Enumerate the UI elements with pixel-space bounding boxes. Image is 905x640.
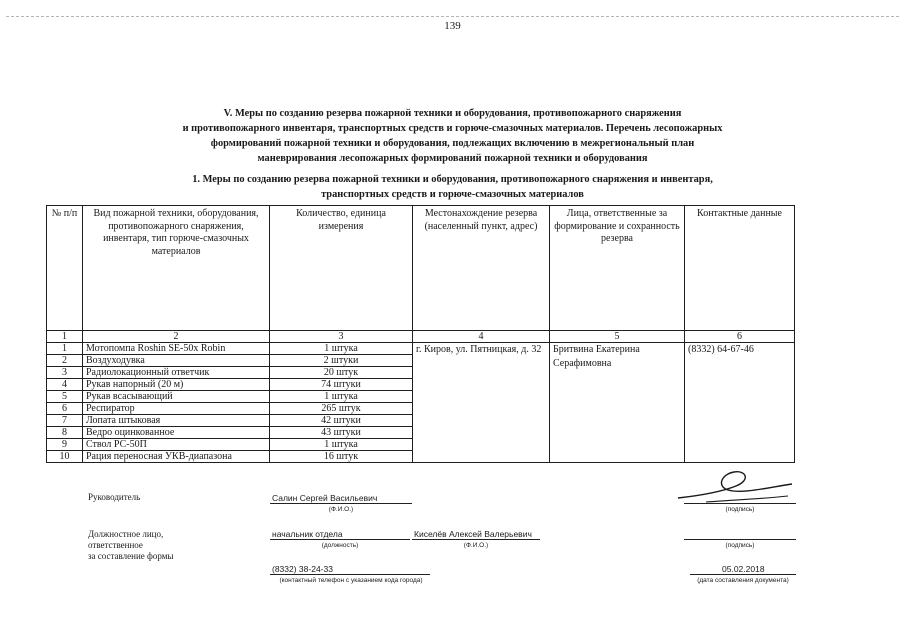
- column-number: 3: [270, 331, 413, 343]
- officer-label-line: ответственное: [88, 540, 143, 550]
- head-signature-line: [684, 503, 796, 504]
- officer-name-line: [412, 539, 540, 540]
- head-name: Салин Сергей Васильевич: [272, 493, 378, 503]
- equipment-name: Мотопомпа Roshin SE-50x Robin: [83, 343, 270, 355]
- heading-line: и противопожарного инвентаря, транспортных средств и горюче-смазочных материалов. Перечень лесопожарных: [182, 123, 723, 134]
- table-row: [47, 343, 795, 355]
- equipment-name: Рукав всасывающий: [83, 391, 270, 403]
- equipment-name: Рация переносная УКВ-диапазона: [83, 451, 270, 463]
- contact-phone: (8332) 64-67-46: [685, 343, 795, 463]
- row-number: 6: [47, 403, 83, 415]
- responsible-person: Бритвина Екатерина Серафимовна: [550, 343, 685, 463]
- subsection-heading: [80, 172, 825, 202]
- header-responsible: Лица, ответственные за формирование и сохранность резерва: [550, 206, 685, 331]
- heading-line: формирований пожарной техники и оборудования, подлежащих включению в межрегиональный план: [210, 138, 695, 149]
- equipment-quantity: 1 штука: [270, 439, 413, 451]
- top-rule: [6, 16, 899, 17]
- page-number: 139: [444, 20, 461, 32]
- officer-label-line: Должностное лицо,: [88, 529, 164, 539]
- subheading-line: транспортных средств и горюче-смазочных материалов: [321, 189, 584, 200]
- equipment-name: Радиолокационный ответчик: [83, 367, 270, 379]
- equipment-quantity: 16 штук: [270, 451, 413, 463]
- officer-signature-hint: (подпись): [725, 542, 755, 549]
- column-number: 5: [550, 331, 685, 343]
- section-heading: [80, 106, 825, 166]
- column-number: 4: [413, 331, 550, 343]
- officer-position: начальник отдела: [272, 529, 343, 539]
- equipment-name: Рукав напорный (20 м): [83, 379, 270, 391]
- row-number: 3: [47, 367, 83, 379]
- equipment-quantity: 1 штука: [270, 391, 413, 403]
- header-quantity: Количество, единица измерения: [270, 206, 413, 331]
- equipment-quantity: 74 штуки: [270, 379, 413, 391]
- row-number: 10: [47, 451, 83, 463]
- date-hint: (дата составления документа): [697, 577, 789, 584]
- column-number-row: [47, 331, 795, 343]
- equipment-quantity: 2 штуки: [270, 355, 413, 367]
- header-contacts: Контактные данные: [685, 206, 795, 331]
- equipment-name: Респиратор: [83, 403, 270, 415]
- equipment-quantity: 42 штуки: [270, 415, 413, 427]
- heading-line: маневрирования лесопожарных формирований пожарной техники и оборудования: [257, 153, 648, 164]
- header-number: № п/п: [47, 206, 83, 331]
- officer-fio-hint: (Ф.И.О.): [463, 542, 489, 549]
- column-number: 2: [83, 331, 270, 343]
- officer-label-line: за составление формы: [88, 551, 174, 561]
- officer-position-line: [270, 539, 410, 540]
- column-number: 1: [47, 331, 83, 343]
- phone-line: [270, 574, 430, 575]
- column-number: 6: [685, 331, 795, 343]
- reserve-table: [46, 205, 795, 463]
- row-number: 5: [47, 391, 83, 403]
- equipment-quantity: 43 штуки: [270, 427, 413, 439]
- officer-phone: (8332) 38-24-33: [272, 564, 333, 574]
- officer-name: Киселёв Алексей Валерьевич: [414, 529, 532, 539]
- reserve-location: г. Киров, ул. Пятницкая, д. 32: [413, 343, 550, 463]
- date-line: [690, 574, 796, 575]
- header-equipment-type: Вид пожарной техники, оборудования, противопожарного снаряжения, инвентаря, тип горюче-смазочных материалов: [83, 206, 270, 331]
- row-number: 4: [47, 379, 83, 391]
- officer-signature-line: [684, 539, 796, 540]
- equipment-quantity: 20 штук: [270, 367, 413, 379]
- table-header-row: [47, 206, 795, 331]
- equipment-quantity: 1 штука: [270, 343, 413, 355]
- row-number: 7: [47, 415, 83, 427]
- head-name-line: [270, 503, 412, 504]
- subheading-line: 1. Меры по созданию резерва пожарной техники и оборудования, противопожарного снаряжения и инвентаря,: [192, 174, 713, 185]
- handwritten-signature: [676, 466, 796, 506]
- heading-line: V. Меры по созданию резерва пожарной техники и оборудования, противопожарного снаряжения: [223, 108, 682, 119]
- fio-hint: (Ф.И.О.): [328, 506, 354, 513]
- signature-hint: (подпись): [725, 506, 755, 513]
- row-number: 9: [47, 439, 83, 451]
- row-number: 1: [47, 343, 83, 355]
- equipment-name: Лопата штыковая: [83, 415, 270, 427]
- equipment-name: Воздуходувка: [83, 355, 270, 367]
- document-date: 05.02.2018: [722, 564, 765, 574]
- row-number: 2: [47, 355, 83, 367]
- phone-hint: (контактный телефон с указанием кода города): [279, 577, 423, 584]
- position-hint: (должность): [321, 542, 359, 549]
- head-label: Руководитель: [88, 492, 141, 502]
- equipment-name: Ведро оцинкованное: [83, 427, 270, 439]
- equipment-name: Ствол РС-50П: [83, 439, 270, 451]
- header-location: Местонахождение резерва (населенный пункт, адрес): [413, 206, 550, 331]
- equipment-quantity: 265 штук: [270, 403, 413, 415]
- row-number: 8: [47, 427, 83, 439]
